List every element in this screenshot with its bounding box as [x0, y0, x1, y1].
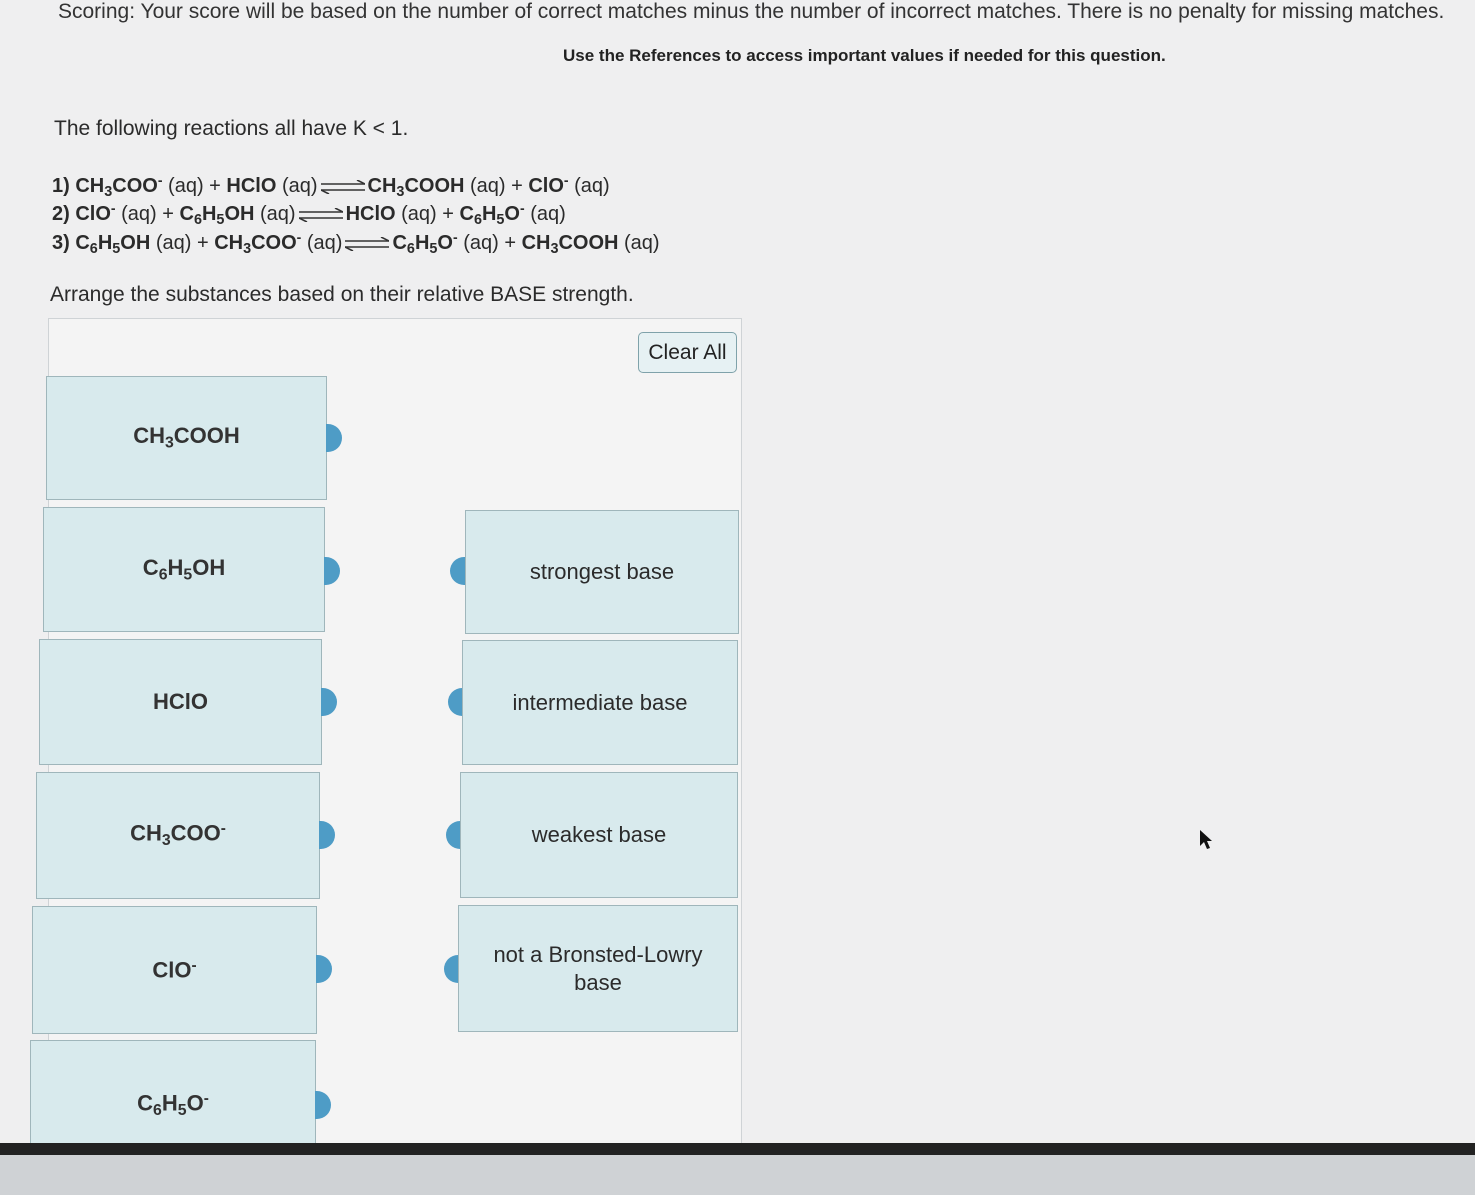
target-intermediate-base[interactable]	[462, 640, 738, 765]
equilibrium-arrow-icon	[321, 180, 365, 194]
reaction-2: 2) ClO- $(aq) + C_6H_5OH$ (aq) HClO $(aq) + C_6H_5O^-$ (aq)	[52, 200, 566, 229]
reaction-3: 3) $C_6H_5OH$ $(aq) + CH_3COO^-$ (aq) $C_6H_5O^-$ $(aq) + CH_3COOH$ (aq)	[52, 229, 660, 258]
substance-label: $CH_3COO^-$	[130, 820, 226, 850]
substance-card-c6h5oh[interactable]	[43, 507, 325, 632]
substance-label: $CH_3COOH$	[133, 423, 240, 452]
equilibrium-arrow-icon	[345, 237, 389, 251]
clear-all-button[interactable]: Clear All	[638, 332, 737, 373]
substance-label: $C_6H_5O^-$	[137, 1089, 209, 1120]
instruction-text: Arrange the substances based on their relative BASE strength.	[50, 283, 634, 306]
references-note: Use the References to access important values if needed for this question.	[563, 46, 1166, 65]
target-label: strongest base	[529, 559, 675, 584]
substance-card-ch3coo-minus[interactable]	[36, 772, 320, 899]
target-strongest-base[interactable]	[465, 510, 739, 634]
target-weakest-base[interactable]	[460, 772, 738, 898]
substance-label: ClO-	[152, 956, 197, 983]
intro-text: The following reactions all have K < 1.	[54, 117, 409, 140]
reaction-1: 1) $CH_3COO^-$ (aq) + HClO (aq) $CH_3COOH$ (aq) + ClO- (aq)	[52, 172, 610, 201]
equilibrium-arrow-icon	[299, 208, 343, 222]
substance-card-clo-minus[interactable]	[32, 906, 317, 1034]
bottom-bar	[0, 1143, 1475, 1195]
target-label: not a Bronsted-Lowry base	[493, 941, 703, 995]
substance-label: HClO	[153, 689, 208, 714]
target-label: weakest base	[531, 822, 667, 847]
scoring-text: Scoring: Your score will be based on the number of correct matches minus the number of incorrect matches. There is no penalty for missing matches.	[58, 0, 1445, 23]
substance-label: $C_6H_5OH$	[142, 554, 226, 584]
target-label: intermediate base	[512, 689, 688, 715]
mouse-cursor-icon	[1198, 828, 1214, 852]
substance-card-hclo[interactable]	[39, 639, 322, 765]
target-not-bronsted-lowry-base[interactable]	[458, 905, 738, 1032]
substance-card-ch3cooh[interactable]	[46, 376, 327, 500]
